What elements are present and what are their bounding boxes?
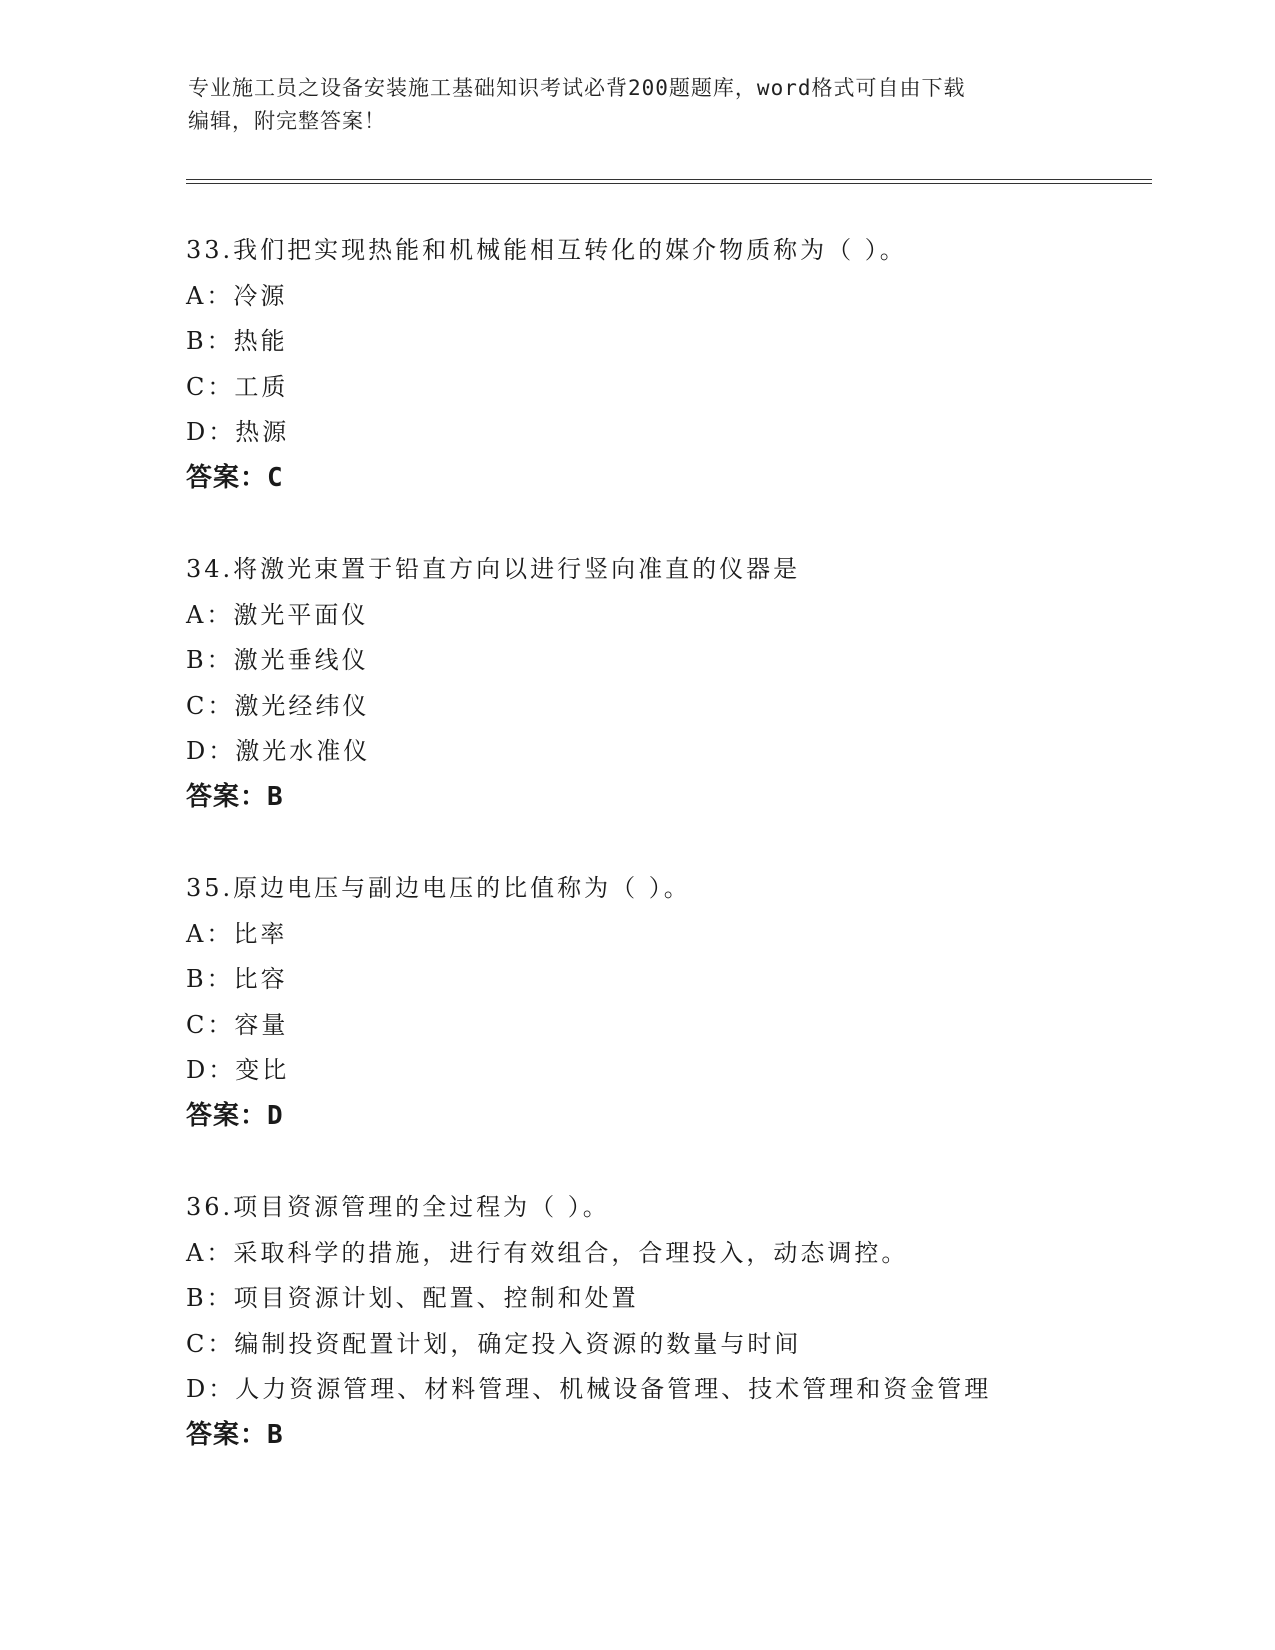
answer-value: B: [267, 1419, 284, 1450]
option-d: D：热源: [186, 418, 290, 446]
header-rule-top: [186, 179, 1152, 180]
question-36: [186, 1185, 1146, 1458]
answer-label: 答案：: [186, 781, 268, 812]
option-c: C：激光经纬仪: [186, 691, 370, 720]
question-stem: 34.将激光束置于铅直方向以进行竖向准直的仪器是: [186, 555, 801, 583]
option-b: B：比容: [186, 965, 288, 993]
answer-value: C: [267, 462, 284, 493]
question-33: [186, 228, 1146, 501]
header-rule-bottom: [186, 183, 1152, 184]
answer-line: [186, 775, 1146, 821]
option-a: A：冷源: [186, 281, 288, 310]
answer-label: 答案：: [186, 462, 268, 493]
option-d: D：激光水准仪: [186, 737, 371, 765]
question-34: [186, 547, 1146, 820]
option-c: C：工质: [186, 372, 289, 401]
answer-label: 答案：: [186, 1100, 268, 1131]
header-line-1: 专业施工员之设备安装施工基础知识考试必背200题题库，word格式可自由下载: [188, 76, 966, 100]
question-stem: 35.原边电压与副边电压的比值称为（ ）。: [186, 874, 691, 902]
option-b: B：项目资源计划、配置、控制和处置: [186, 1284, 639, 1312]
option-c: C：容量: [186, 1010, 289, 1039]
option-a: A：采取科学的措施，进行有效组合，合理投入，动态调控。: [186, 1238, 909, 1267]
option-c: C：编制投资配置计划，确定投入资源的数量与时间: [186, 1329, 802, 1358]
option-b: B：热能: [186, 327, 288, 355]
option-b: B：激光垂线仪: [186, 646, 369, 674]
answer-value: B: [267, 781, 284, 812]
option-d: D：人力资源管理、材料管理、机械设备管理、技术管理和资金管理: [186, 1375, 992, 1403]
document-header: [188, 72, 1088, 138]
answer-label: 答案：: [186, 1419, 268, 1450]
answer-line: [186, 1094, 1146, 1140]
option-a: A：激光平面仪: [186, 600, 369, 629]
option-d: D：变比: [186, 1056, 290, 1084]
answer-line: [186, 456, 1146, 502]
option-a: A：比率: [186, 919, 288, 948]
answer-value: D: [267, 1100, 284, 1131]
answer-line: [186, 1413, 1146, 1459]
question-stem: 36.项目资源管理的全过程为（ ）。: [186, 1193, 610, 1221]
question-35: [186, 866, 1146, 1139]
header-line-2: 编辑，附完整答案！: [188, 109, 386, 133]
question-stem: 33.我们把实现热能和机械能相互转化的媒介物质称为（ ）。: [186, 236, 907, 264]
